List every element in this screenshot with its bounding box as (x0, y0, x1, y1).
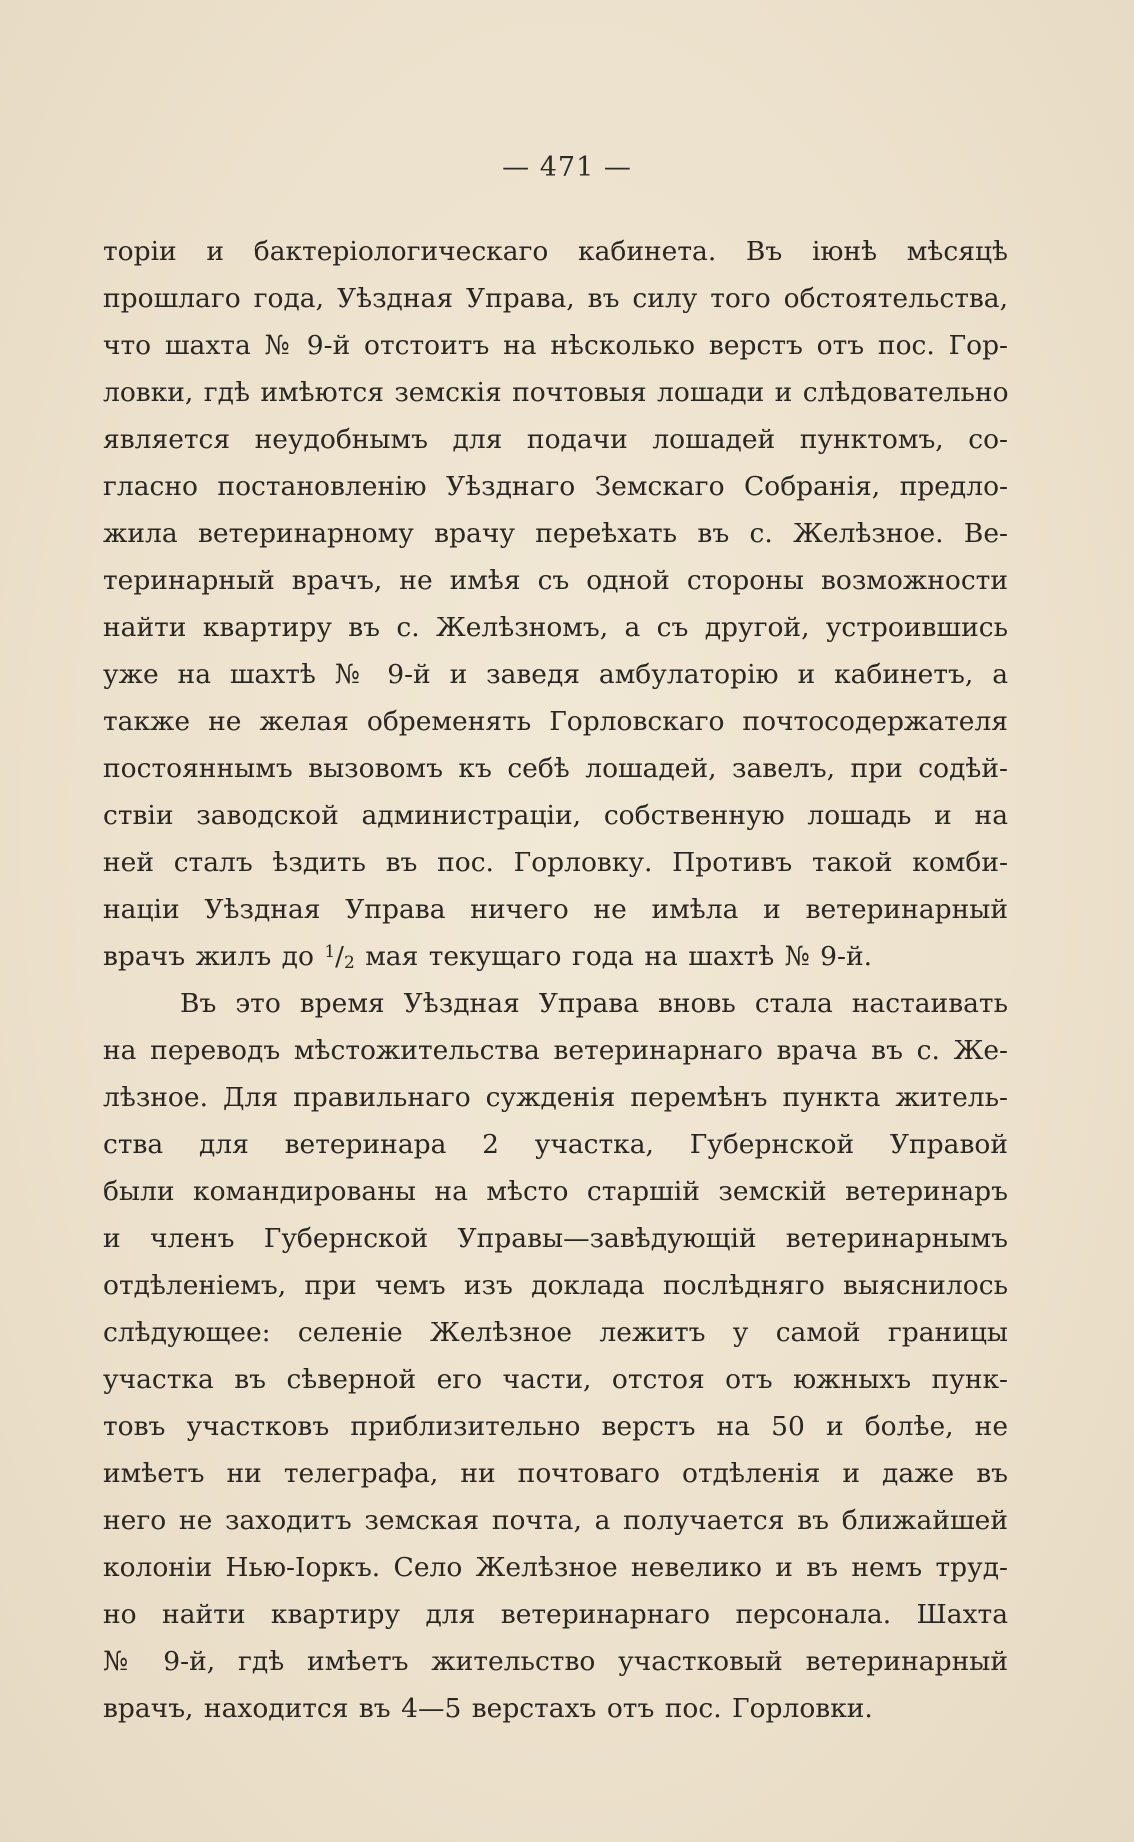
text-line: жила ветеринарному врачу переѣхать въ с. Желѣзное. Ве- (103, 518, 1008, 549)
fraction-slash: / (335, 942, 344, 972)
text-line: были командированы на мѣсто старшій земскій ветеринаръ (103, 1176, 1008, 1207)
text-line: колоніи Нью-Іоркъ. Село Желѣзное невелико и въ немъ труд- (103, 1552, 1008, 1583)
text-line: торіи и бактеріологическаго кабинета. Въ іюнѣ мѣсяцѣ (103, 236, 1008, 267)
text-line: націи Уѣздная Управа ничего не имѣла и ветеринарный (103, 894, 1008, 925)
text-line: ней сталъ ѣздить въ пос. Горловку. Противъ такой комби- (103, 847, 1008, 878)
fraction-numerator: 1 (324, 942, 336, 962)
text-line-with-fraction (103, 933, 1008, 980)
text-line: лѣзное. Для правильнаго сужденія перемѣнъ пункта житель- (103, 1082, 1008, 1113)
text-line: на переводъ мѣстожительства ветеринарнаго врача въ с. Же- (103, 1035, 1008, 1066)
text-line: ствіи заводской администраціи, собственную лошадь и на (103, 800, 1008, 831)
text-line: но найти квартиру для ветеринарнаго персонала. Шахта (103, 1599, 1008, 1630)
text-line: постояннымъ вызовомъ къ себѣ лошадей, завелъ, при содѣй- (103, 753, 1008, 784)
paragraph-1 (103, 228, 1008, 980)
text-line: врачъ, находится въ 4—5 верстахъ отъ пос. Горловки. (103, 1693, 873, 1724)
text-block (103, 228, 1008, 1732)
text-line: является неудобнымъ для подачи лошадей пунктомъ, со- (103, 424, 1008, 455)
text-line: отдѣленіемъ, при чемъ изъ доклада послѣдняго выяснилось (103, 1270, 1008, 1301)
text-line: прошлаго года, Уѣздная Управа, въ силу того обстоятельства, (103, 283, 1008, 314)
text-line: гласно постановленію Уѣзднаго Земскаго Собранія, предло- (103, 471, 1008, 502)
text-line: имѣетъ ни телеграфа, ни почтоваго отдѣленія и даже въ (103, 1458, 1008, 1489)
line-text-before: врачъ жилъ до (103, 941, 325, 972)
text-line: ства для ветеринара 2 участка, Губернской Управой (103, 1129, 1008, 1160)
text-line: также не желая обременять Горловскаго почтосодержателя (103, 706, 1008, 737)
text-line: уже на шахтѣ № 9-й и заведя амбулаторію и кабинетъ, а (103, 659, 1008, 690)
line-text-after: мая текущаго года на шахтѣ № 9-й. (354, 941, 873, 972)
text-line: участка въ сѣверной его части, отстоя отъ южныхъ пунк- (103, 1364, 1008, 1395)
text-line: него не заходитъ земская почта, а получается въ ближайшей (103, 1505, 1008, 1536)
text-line: найти квартиру въ с. Желѣзномъ, а съ другой, устроившись (103, 612, 1008, 643)
text-line: теринарный врачъ, не имѣя съ одной стороны возможности (103, 565, 1008, 596)
text-line: ловки, гдѣ имѣются земскія почтовыя лошади и слѣдовательно (103, 377, 1009, 408)
fraction-denominator: 2 (343, 953, 355, 973)
text-line: товъ участковъ приблизительно верстъ на 50 и болѣе, не (103, 1411, 1008, 1442)
text-line: что шахта № 9-й отстоитъ на нѣсколько верстъ отъ пос. Гор- (103, 330, 1008, 361)
text-line: и членъ Губернской Управы—завѣдующій ветеринарнымъ (103, 1223, 1008, 1254)
paragraph-2 (103, 980, 1008, 1732)
page-number: — 471 — (502, 152, 632, 183)
text-line: слѣдующее: селеніе Желѣзное лежитъ у самой границы (103, 1317, 1008, 1348)
text-line: № 9-й, гдѣ имѣетъ жительство участковый ветеринарный (103, 1646, 1008, 1677)
text-line: Въ это время Уѣздная Управа вновь стала настаивать (180, 988, 1008, 1019)
